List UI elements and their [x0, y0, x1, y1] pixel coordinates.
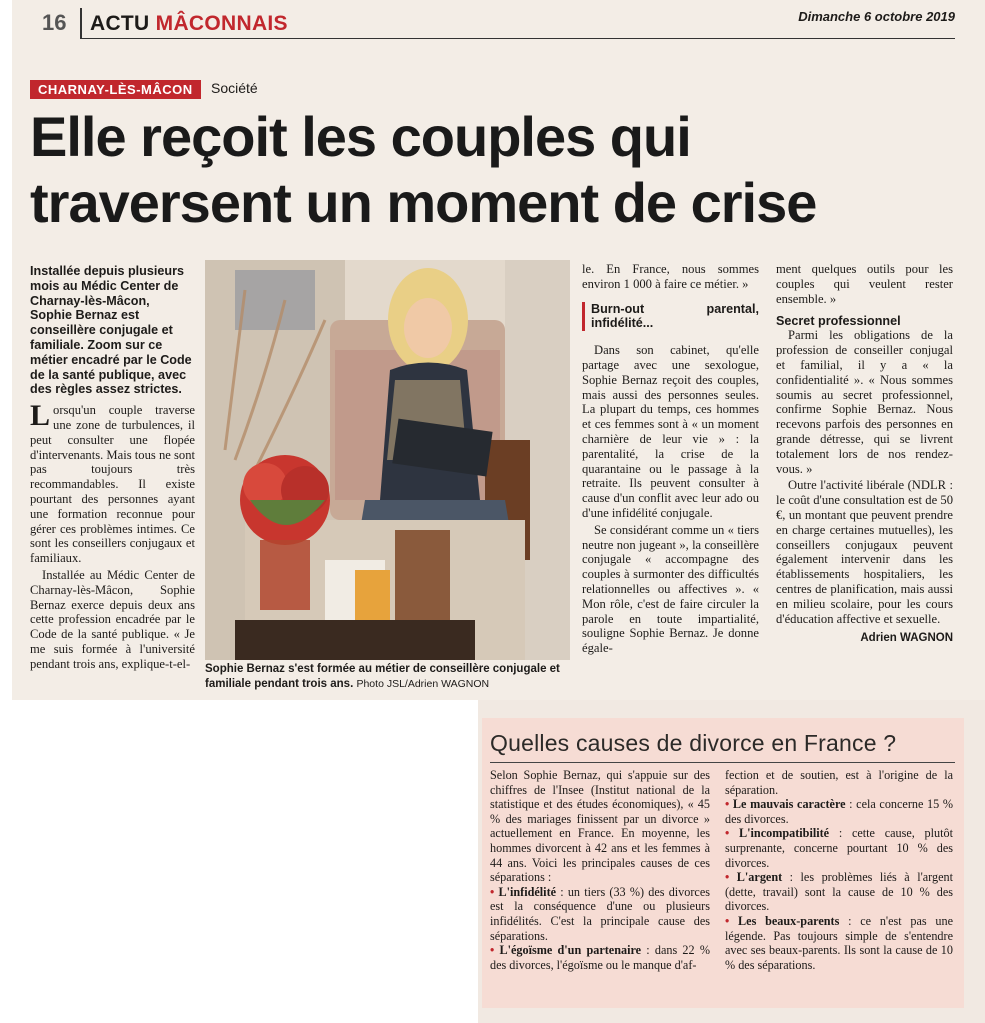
inset-item: • Le mauvais caractère : cela concerne 15 % des divorces. — [725, 797, 953, 826]
article-column-1 — [30, 264, 195, 674]
inset-column-1 — [490, 768, 710, 972]
author-signature: Adrien WAGNON — [860, 632, 953, 645]
header-separator — [80, 8, 82, 38]
article-column-3 — [776, 262, 953, 644]
subheading-secret: Secret professionnel — [776, 314, 901, 329]
dropcap: L — [30, 399, 51, 433]
inset-column-2 — [725, 768, 953, 972]
inset-item: • Les beaux-parents : ce n'est pas une légende. Pas toujours simple de s'entendre avec ses beaux-parents. Ils sont la cause de 10 % des séparations. — [725, 913, 954, 972]
inset-item: • L'égoïsme d'un partenaire : dans 22 % des divorces, l'égoïsme ou le manque d'af- — [490, 943, 710, 972]
paragraph: ment quelques outils pour les couples qui veulent rester ensemble. » — [776, 262, 953, 306]
article-column-2 — [582, 262, 759, 658]
paragraph: Lorsqu'un couple traverse une zone de turbulences, il peut consulter une flopée d'intervenants. Mais tous ne sont pas toujours très recommandables. Il existe pourtant des personnes ayant une formation reconnue pour gérer ces problèmes intimes. Ce sont les conseillers conjugaux et familiaux. — [30, 399, 195, 566]
inset-title: Quelles causes de divorce en France ? — [490, 730, 897, 756]
inset-intro: Selon Sophie Bernaz, qui s'appuie sur des chiffres de l'Insee (Institut national de la statistique et des études économiques), « 45 % des mariages finissent par un divorce » actuellement en France. En moyenne, les hommes divorcent à 42 ans et les femmes à 44 ans. Voici les principales causes de ces séparations : — [490, 768, 710, 885]
caption-text: Sophie Bernaz s'est formée au métier de conseillère conjugale et familiale pendant trois ans. — [205, 663, 560, 690]
headline: Elle reçoit les couples qui traversent un moment de crise — [30, 105, 817, 234]
photo-credit: Photo JSL/Adrien WAGNON — [356, 678, 490, 690]
photo-illustration — [205, 260, 570, 660]
section-title — [90, 12, 288, 36]
bullet-icon: • — [490, 884, 495, 899]
inset-item: • L'incompatibilité : cette cause, plutôt surprenante, concerne pourtant 10 % des divorces. — [725, 826, 953, 870]
header-rule — [80, 38, 955, 39]
section-name: MÂCONNAIS — [155, 12, 288, 35]
article-photo — [205, 260, 570, 660]
bullet-icon: • — [725, 826, 730, 841]
inset-item: • L'infidélité : un tiers (33 %) des divorces est la conséquence d'une ou plusieurs infidélités. C'est la principale cause des séparations. — [490, 884, 710, 943]
publication-date: Dimanche 6 octobre 2019 — [798, 9, 955, 24]
paragraph: Se considérant comme un « tiers neutre non jugeant », la conseillère conjugale « accompagne des couples à surmonter des difficultés relationnelles ou affectives ». « Mon rôle, c'est de faire circuler la parole en toute impartialité, souligne Sophie Bernaz. Je donne égale- — [582, 522, 759, 656]
bullet-icon: • — [725, 870, 730, 885]
rubric-label: Société — [211, 80, 258, 96]
chapo: Installée depuis plusieurs mois au Médic Center de Charnay-lès-Mâcon, Sophie Bernaz est conseillère conjugale et familiale. Zoom sur ce métier encadré par le Code de la santé publique, avec des règles assez strictes. — [30, 264, 192, 397]
paragraph: le. En France, nous sommes environ 1 000 à faire ce métier. » — [582, 262, 759, 291]
subheading-burnout: Burn-out parental, infidélité... — [582, 302, 759, 332]
paragraph: Outre l'activité libérale (NDLR : le coût d'une consultation est de 50 €, un montant que peuvent prendre en charge certaines mutuelles), les conseillers conjugaux peuvent également intervenir dans les établissements hospitaliers, les centres de planification, mais aussi en milieu scolaire, pour les cours d'éducation affective et sexuelle. — [776, 478, 953, 626]
paragraph: Installée au Médic Center de Charnay-lès-Mâcon, Sophie Bernaz exerce depuis deux ans cette profession encadrée par le Code de la santé publique. « Je me suis formée à l'université pendant trois ans, explique-t-el- — [30, 567, 195, 671]
bullet-icon: • — [490, 943, 495, 958]
inset-item: • L'argent : les problèmes liés à l'argent (dette, travail) sont la cause de 10 % des divorces. — [725, 870, 954, 914]
bullet-icon: • — [725, 797, 730, 812]
section-prefix: ACTU — [90, 12, 150, 35]
bullet-icon: • — [725, 913, 730, 928]
inset-title-rule — [490, 762, 955, 763]
paragraph: Dans son cabinet, qu'elle partage avec une sexologue, Sophie Bernaz reçoit des couples, mais aussi des personnes seules. La plupart du temps, ces hommes et ces femmes sont à « un moment charnière de leur vie » : la parentalité, la crise de la quarantaine ou le passage à la retraite. Ils peuvent consulter à cause d'un conflit avec leur ado ou d'une infidélité conjugale. — [582, 343, 759, 520]
photo-caption — [205, 662, 573, 692]
locality-tag: CHARNAY-LÈS-MÂCON — [30, 80, 201, 99]
paragraph: Parmi les obligations de la profession de conseiller conjugal et familial, il y a « la confidentialité ». « Nous sommes soumis au secret professionnel, confirme Sophie Bernaz. Nous recevons parfois des personnes en grande détresse, qui se livrent totalement lors de nos rendez-vous. » — [776, 328, 953, 476]
inset-continuation: fection et de soutien, est à l'origine de la séparation. — [725, 768, 953, 797]
page-number: 16 — [42, 10, 67, 35]
